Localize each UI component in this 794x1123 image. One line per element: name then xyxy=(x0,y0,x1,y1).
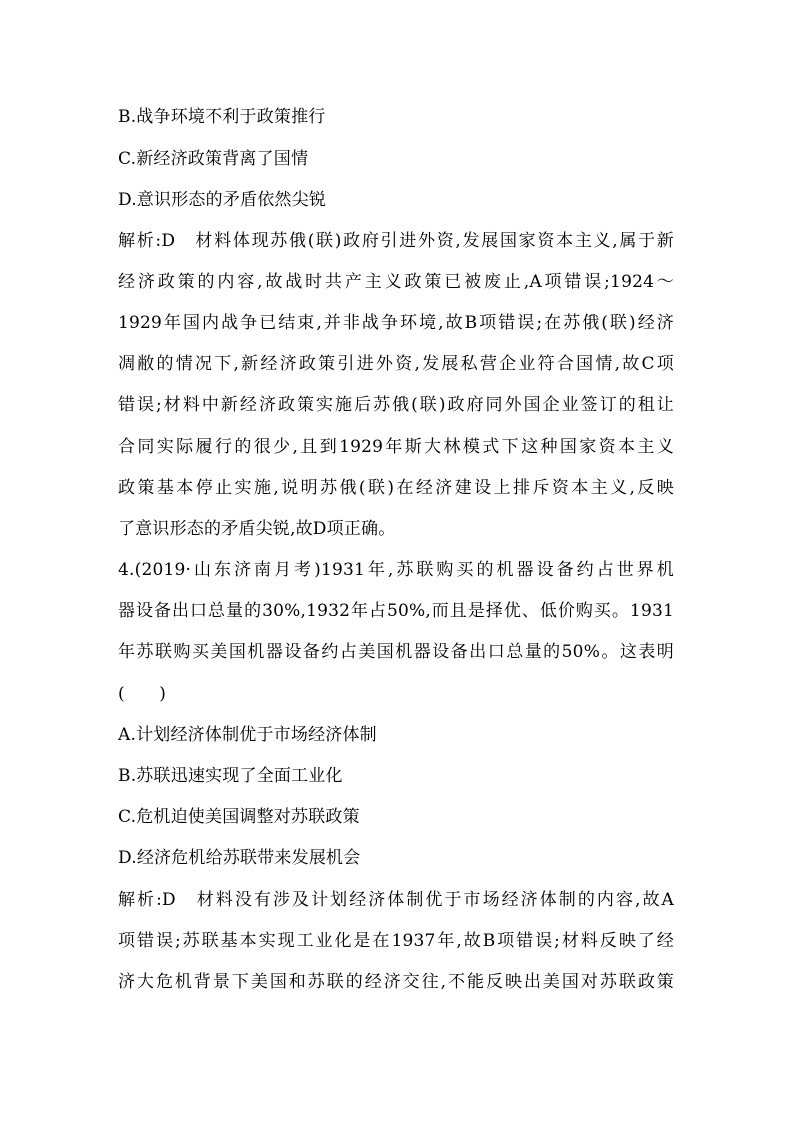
q4-answer-blank: ( ) xyxy=(118,684,167,704)
q4-option-b: B.苏联迅速实现了全面工业化 xyxy=(118,766,343,786)
q3-option-c: C.新经济政策背离了国情 xyxy=(118,149,309,169)
q3-analysis-line: 政策基本停止实施,说明苏俄(联)在经济建设上排斥资本主义,反映 xyxy=(118,478,674,498)
q4-stem-line: 器设备出口总量的30%,1932年占50%,而且是择优、低价购买。1931 xyxy=(118,601,674,621)
q4-option-c: C.危机迫使美国调整对苏联政策 xyxy=(118,807,360,827)
q3-analysis-line: 经济政策的内容,故战时共产主义政策已被废止,A项错误;1924～ xyxy=(118,272,674,292)
q3-option-b: B.战争环境不利于政策推行 xyxy=(118,107,326,127)
q3-analysis-line: 了意识形态的矛盾尖锐,故D项正确。 xyxy=(118,519,396,539)
q3-analysis-line: 1929年国内战争已结束,并非战争环境,故B项错误;在苏俄(联)经济 xyxy=(118,313,674,333)
q4-analysis-line: 济大危机背景下美国和苏联的经济交往,不能反映出美国对苏联政策 xyxy=(118,972,674,992)
q4-option-a: A.计划经济体制优于市场经济体制 xyxy=(118,725,377,745)
q3-analysis-line: 合同实际履行的很少,且到1929年斯大林模式下这种国家资本主义 xyxy=(118,437,674,457)
q4-stem-line: 年苏联购买美国机器设备约占美国机器设备出口总量的50%。这表明 xyxy=(118,642,674,662)
q3-option-d: D.意识形态的矛盾依然尖锐 xyxy=(118,190,327,210)
q4-option-d: D.经济危机给苏联带来发展机会 xyxy=(118,848,361,868)
q3-analysis-line: 错误;材料中新经济政策实施后苏俄(联)政府同外国企业签订的租让 xyxy=(118,395,674,415)
q3-analysis-line: 凋敝的情况下,新经济政策引进外资,发展私营企业符合国情,故C项 xyxy=(118,354,674,374)
q4-stem-line: 4.(2019·山东济南月考)1931年,苏联购买的机器设备约占世界机 xyxy=(118,560,674,580)
q3-analysis-line: 解析:D 材料体现苏俄(联)政府引进外资,发展国家资本主义,属于新 xyxy=(118,231,674,251)
q4-analysis-line: 解析:D 材料没有涉及计划经济体制优于市场经济体制的内容,故A xyxy=(118,890,674,910)
q4-analysis-line: 项错误;苏联基本实现工业化是在1937年,故B项错误;材料反映了经 xyxy=(118,931,674,951)
